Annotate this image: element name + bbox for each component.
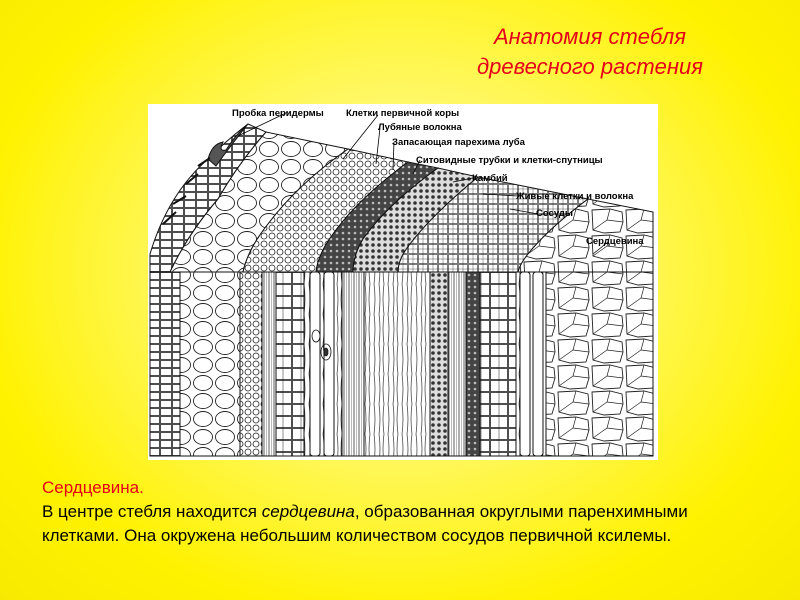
caption-text-part2: , образованная округлыми паренхимными клетками. Она окружена небольшим количеством сосудов первичной ксилемы. bbox=[42, 502, 688, 545]
caption-heading-dot: . bbox=[139, 478, 144, 497]
long-section-bast-fibers bbox=[262, 272, 276, 456]
label-cambium: Камбий bbox=[472, 173, 508, 184]
caption bbox=[42, 476, 762, 548]
long-section-pith bbox=[546, 272, 653, 456]
long-section-storage-parenchyma bbox=[276, 272, 304, 456]
stem-diagram-svg bbox=[148, 104, 658, 460]
label-storage-parenchyma: Запасающая парехима луба bbox=[392, 137, 525, 148]
label-pith: Сердцевина bbox=[586, 236, 644, 247]
caption-heading: Сердцевина bbox=[42, 478, 140, 497]
caption-text-italic: сердцевина bbox=[261, 502, 355, 521]
slide-title-line1: Анатомия стебля bbox=[493, 24, 687, 49]
stem-anatomy-diagram bbox=[148, 104, 658, 460]
label-sieve-tubes: Ситовидные трубки и клетки-спутницы bbox=[416, 155, 603, 166]
label-living-cells: Живые клетки и волокна bbox=[516, 191, 634, 202]
long-section-phloem bbox=[364, 272, 430, 456]
label-bast-fibers: Лубяные волокна bbox=[378, 122, 462, 133]
slide-title bbox=[420, 22, 760, 82]
long-section-cortex-fibers bbox=[240, 272, 262, 456]
label-primary-cortex: Клетки первичной коры bbox=[346, 108, 460, 119]
label-vessels: Сосуды bbox=[536, 208, 574, 219]
long-section-cork bbox=[150, 272, 180, 456]
label-periderm-cork: Пробка перидермы bbox=[232, 108, 324, 119]
caption-heading-line bbox=[42, 476, 762, 500]
caption-text-part1: В центре стебля находится bbox=[42, 502, 262, 521]
slide-title-line2: древесного растения bbox=[476, 54, 704, 79]
long-section-living-cells bbox=[480, 272, 516, 456]
long-section-cortex bbox=[180, 272, 240, 456]
long-section-xylem-dark bbox=[466, 272, 480, 456]
caption-body bbox=[42, 500, 762, 548]
long-section-xylem-fibers bbox=[448, 272, 466, 456]
long-section-cambium bbox=[430, 272, 448, 456]
long-section-sieve-tubes-2 bbox=[342, 272, 364, 456]
